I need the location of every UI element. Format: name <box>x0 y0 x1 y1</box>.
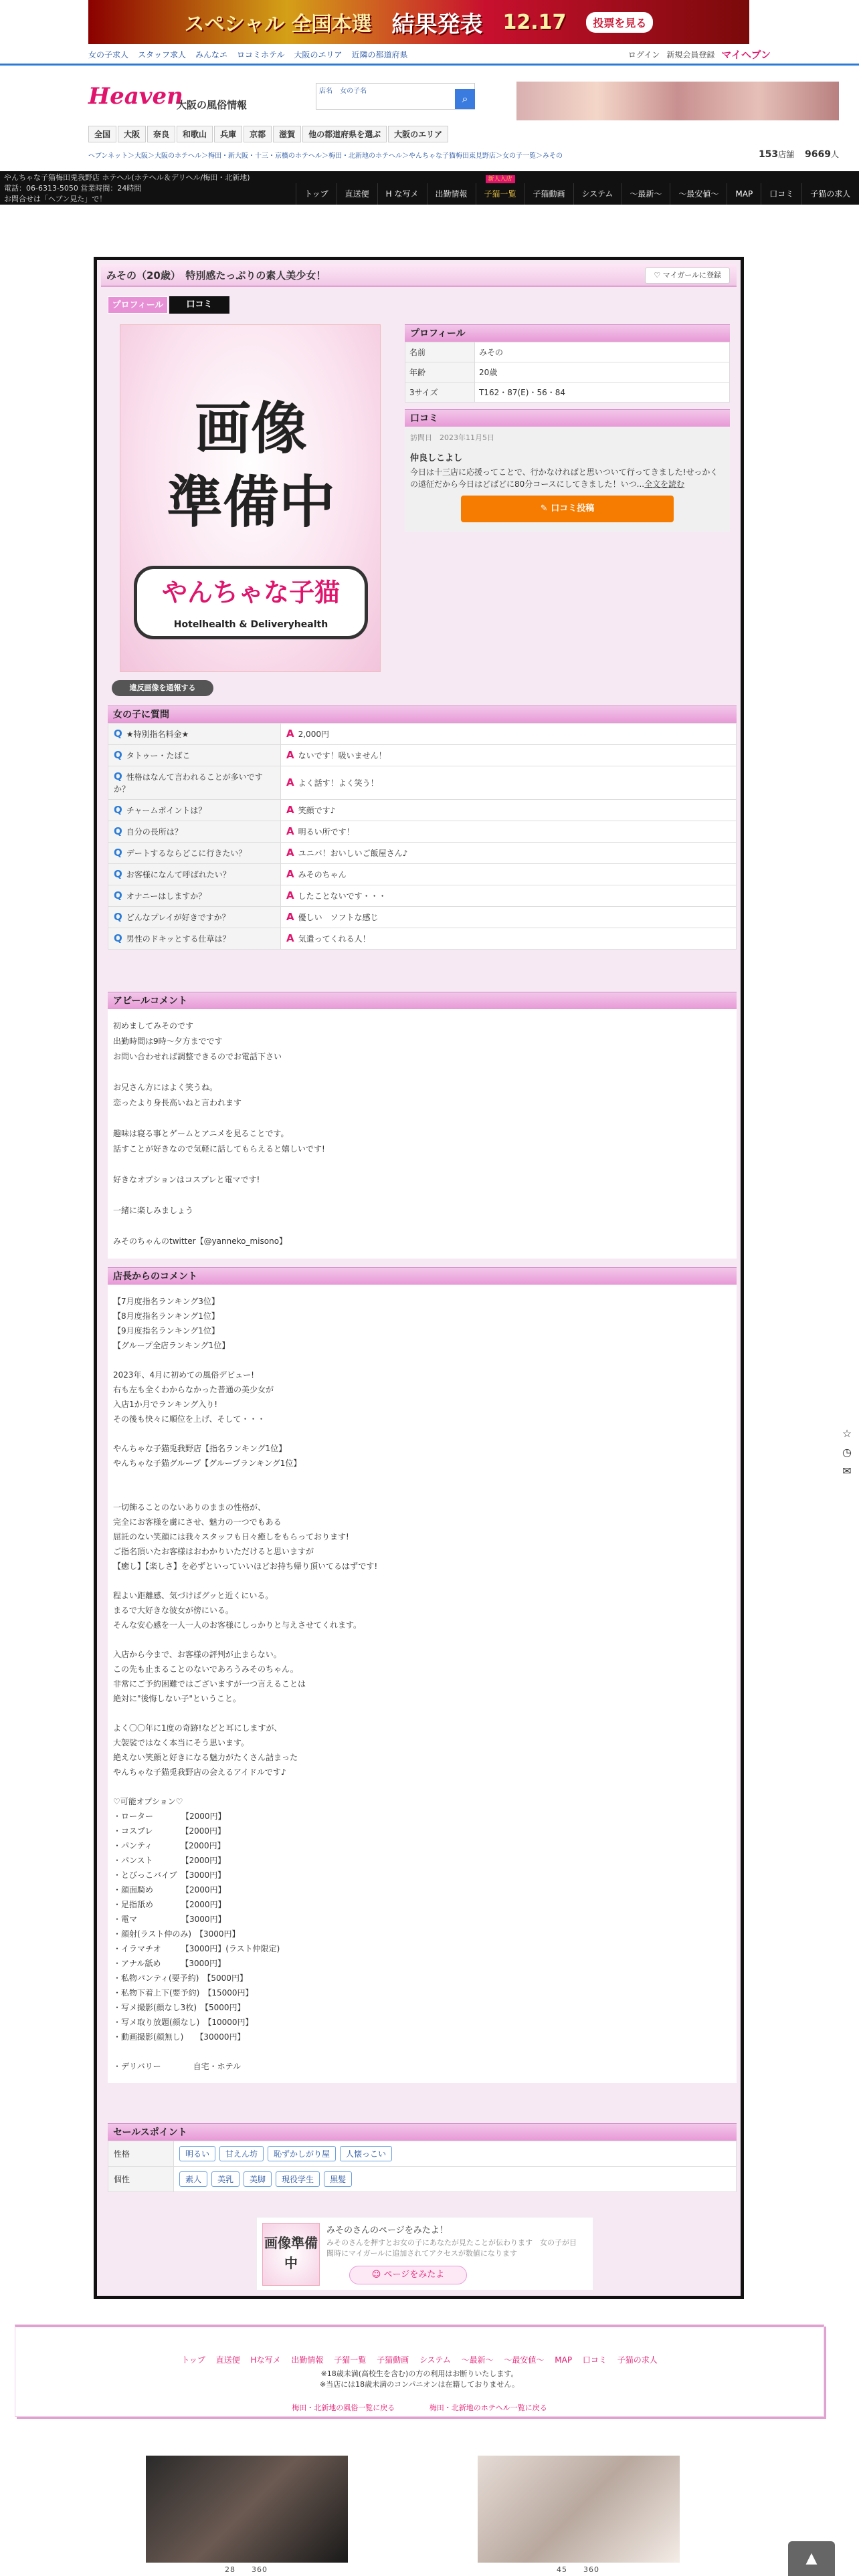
visited-title: みそのさんのページをみたよ！ <box>326 2226 448 2236</box>
clock-icon[interactable]: ◷ <box>842 1446 852 1459</box>
search-icon[interactable]: ⌕ <box>455 89 475 109</box>
appeal-text: 初めましてみそのです 出勤時間は9時〜夕方までです お問い合わせれば調整できるのでお電話下さい お兄さん方にはよく笑うね。 恋ったより身長高いねと言われます 趣味は寝る事とゲームとアニメを見ることです。 話すことが好きなので気軽に話してもらえると嬉しいです! 好きなオプションはコスプレと電マです! 一緒に楽しみましょう みそのちゃんのtwitter【@yanneko_misono】 <box>108 1009 737 1259</box>
footer-back-links <box>15 2402 824 2413</box>
sales-tag[interactable]: 明るい <box>179 2146 215 2161</box>
appeal-section <box>108 992 737 1259</box>
sales-tag[interactable]: 素人 <box>179 2171 207 2187</box>
register-mygirl-button[interactable]: ♡ マイガールに登録 <box>645 267 730 284</box>
section-title: アピールコメント <box>108 992 737 1009</box>
site-counts: 153店舗 9669人 <box>758 149 839 160</box>
area-tab[interactable]: 他の都道府県を選ぶ <box>302 126 387 142</box>
ad-image[interactable] <box>478 2456 680 2563</box>
util-link[interactable]: 大阪のエリア <box>294 50 343 60</box>
ad-caption: 45 360 <box>557 2565 599 2574</box>
sales-section <box>108 2123 737 2192</box>
shop-nav-item[interactable]: 出勤情報 <box>427 183 476 205</box>
profile-table <box>405 342 730 403</box>
photo-text: 画像 <box>194 396 307 461</box>
profile-box <box>405 324 730 532</box>
util-link[interactable]: ロコミホテル <box>237 50 285 60</box>
top-banner[interactable] <box>88 0 749 44</box>
qa-section <box>108 706 737 950</box>
shop-bar <box>0 171 859 205</box>
star-icon[interactable]: ☆ <box>842 1427 852 1440</box>
table-row: 個性 素人 美乳 美脚 現役学生 黒髪 <box>108 2167 737 2192</box>
sales-tag[interactable]: 美乳 <box>211 2171 240 2187</box>
shop-logo-sub: Hotelhealth & Deliveryhealth <box>173 619 328 630</box>
shop-nav-item[interactable]: システム <box>573 183 622 205</box>
table-row: Q 自分の長所は？ A 明るい所です！ <box>108 821 737 843</box>
shop-nav-item[interactable]: 直送便 <box>337 183 377 205</box>
area-title: 大阪の風俗情報 <box>177 99 248 111</box>
shop-nav-item[interactable]: 口コミ <box>761 183 801 205</box>
post-review-button[interactable]: ✎ 口コミ投稿 <box>461 496 674 522</box>
footer-link[interactable]: 直送便 <box>215 2355 240 2365</box>
table-row: Q オナニーはしますか？ A したことないです・・・ <box>108 885 737 907</box>
shop-nav-item[interactable]: MAP <box>727 183 761 205</box>
area-nav <box>88 126 448 142</box>
footer-link[interactable]: 子猫の求人 <box>617 2355 658 2365</box>
footer <box>15 2325 824 2417</box>
sales-tag[interactable]: 甘えん坊 <box>219 2146 264 2161</box>
section-title: 女の子に質問 <box>108 706 737 723</box>
section-title: 口コミ <box>405 409 730 427</box>
table-row: 名前 みその <box>405 342 730 362</box>
table-row: Q お客様になんて呼ばれたい？ A みそのちゃん <box>108 864 737 885</box>
table-row: Q 男性のドキッとする仕草は？ A 気遣ってくれる人！ <box>108 928 737 950</box>
area-tab[interactable]: 滋賀 <box>273 126 301 142</box>
sales-tag[interactable]: 黒髪 <box>324 2171 352 2187</box>
footer-nav <box>15 2354 824 2365</box>
qa-table <box>108 723 737 950</box>
table-row: Q チャームポイントは？ A 笑顔です♪ <box>108 800 737 821</box>
breadcrumb[interactable]: ヘブンネット＞大阪＞大阪のホテヘル＞梅田・新大阪・十三・京橋のホテヘル＞梅田・北新地のホテヘル＞やんちゃな子猫梅田東見野店＞女の子一覧＞みその <box>88 152 563 160</box>
footer-link[interactable]: 〜最新〜 <box>461 2355 494 2365</box>
utility-bar <box>0 45 859 66</box>
search-label: 店名 <box>319 88 332 95</box>
girl-photo[interactable] <box>120 324 381 672</box>
shop-nav-item[interactable]: トップ <box>296 183 337 205</box>
manager-section <box>108 1267 737 2083</box>
shop-nav <box>296 176 858 205</box>
login-link[interactable]: ログイン <box>628 50 660 60</box>
tab-review[interactable]: 口コミ <box>169 296 229 314</box>
search-placeholder: 女の子名 <box>340 88 367 95</box>
sales-tag[interactable]: 恥ずかしがり屋 <box>268 2146 336 2161</box>
manager-text: 【7月度指名ランキング3位】 【8月度指名ランキング1位】 【9月度指名ランキング1位】 【グループ全店ランキング1位】 2023年、4月に初めての風俗デビュー! 右も左も全くわからなかった普通の美少女が 入店1か月でランキング入り! その後も快々に順位を上げ、そして・・・ やんちゃな子猫兎我野店【指名ランキング1位】 やんちゃな子猫グループ【グループランキング1位】 一切飾ることのないありのままの性格が、 完全にお客様を虜にさせ、魅力の一つでもある 屈託のない笑顔には我々スタッフも日々癒しをもらっております! ご指名頂いたお客様はおわかりいただけると思いますが 【癒し】【楽しさ】を必ずといっていいほどお持ち帰り頂いてるはずです! 程よい距離感、気づけばグッと近くにいる。 まるで大好きな彼女が傍にいる。 そんな安心感を一人一人のお客様にしっかりと与えさせてくれます。 入店から今まで、お客様の評判が止まらない。 この先も止まることのないであろうみそのちゃん。 非常にご予約困難ではございますが一つ言えることは 絶対に"後悔しない子"ということ。 よく〇〇年に1度の奇跡!などと耳にしますが、 大袈裟ではなく本当にそう思います。 絶えない笑顔と好きになる魅力がたくさん詰まった やんちゃな子猫兎我野店の会えるアイドルです♪ ♡可能オプション♡ ・ローター 【2000円】 ・コスプレ 【2000円】 ・パンティ 【2000円】 ・パンスト 【2000円】 ・とびっこバイブ 【3000円】 ・顔面騎め 【2000円】 ・足指舐め 【2000円】 ・電マ 【3000円】 ・顔射(ラスト仲のみ) 【3000円】 ・イラマチオ 【3000円】(ラスト仲限定) ・アナル舐め 【3000円】 ・私物パンティ(要予約) 【5000円】 ・私物下着上下(要予約) 【15000円】 ・写メ撮影(顔なし3枚) 【5000円】 ・写メ取り放題(顔なし) 【10000円】 ・動画撮影(顔無し) 【30000円】 ・デリバリー 自宅・ホテル <box>108 1285 737 2083</box>
sales-tag[interactable]: 美脚 <box>244 2171 272 2187</box>
area-tab[interactable]: 大阪のエリア <box>388 126 448 142</box>
mypage-link[interactable]: マイヘブン <box>721 49 771 61</box>
back-link[interactable]: 梅田・北新地の風俗一覧に戻る <box>292 2403 395 2412</box>
footer-link[interactable]: 口コミ <box>582 2355 607 2365</box>
chat-icon[interactable]: ✉ <box>842 1465 852 1477</box>
visited-button[interactable]: ☺ ページをみたよ <box>349 2266 467 2284</box>
area-tab[interactable]: 大阪 <box>118 126 146 142</box>
banner-center: 結果発表 <box>391 11 483 38</box>
banner-date: 12.17 <box>502 10 567 34</box>
section-title: プロフィール <box>405 324 730 342</box>
search-box[interactable] <box>316 83 475 110</box>
profile-tabs <box>108 296 229 314</box>
shop-nav-item[interactable]: 子猫動画 <box>524 183 573 205</box>
ad-image[interactable] <box>146 2456 348 2563</box>
tab-profile[interactable]: プロフィール <box>108 296 168 314</box>
girl-thumbnail: 画像準備中 <box>262 2223 320 2286</box>
table-row: Q タトゥー・たばこ A ないです！吸いません！ <box>108 745 737 766</box>
register-link[interactable]: 新規会員登録 <box>666 50 715 60</box>
area-tab[interactable]: 和歌山 <box>177 126 213 142</box>
footer-link[interactable]: 子猫一覧 <box>334 2355 367 2365</box>
util-link[interactable]: スタッフ求人 <box>138 50 187 60</box>
table-row: Q どんなプレイが好きですか？ A 優しい ソフトな感じ <box>108 907 737 928</box>
sales-tag[interactable]: 人懐っこい <box>340 2146 392 2161</box>
footer-link[interactable]: Hな写メ <box>250 2355 281 2365</box>
footer-note: ※18歳未満(高校生を含む)の方の利用はお断りいたします。 ※当店には18歳未満のコンパニオンは在籍しておりません。 <box>319 2369 520 2389</box>
footer-link[interactable]: 〜最安値〜 <box>504 2355 545 2365</box>
shop-nav-item[interactable]: 〜最新〜 <box>621 183 670 205</box>
footer-link[interactable]: トップ <box>181 2355 205 2365</box>
shop-logo: やんちゃな子猫 <box>134 566 368 639</box>
shop-nav-item-active[interactable]: 新人入店 子猫一覧 <box>476 183 524 205</box>
table-row: 年齢 20歳 <box>405 362 730 383</box>
footer-link[interactable]: 子猫動画 <box>377 2355 409 2365</box>
util-link[interactable]: 近隣の都道府県 <box>351 50 408 60</box>
area-tab[interactable]: 奈良 <box>147 126 175 142</box>
report-image-button[interactable]: 違反画像を通報する <box>112 680 213 696</box>
page-title: みその（20歳） 特別感たっぷりの素人美少女！ ♡ マイガールに登録 <box>101 264 737 287</box>
review-heading: 仲良しこよし <box>410 453 463 463</box>
profile-panel <box>94 257 744 2299</box>
visited-desc: みそのさんを押すとお女の子にあなたが見たことが伝わります 女の子が目聞時にマイガールに追加されてアクセスが数値になります <box>326 2238 577 2258</box>
shop-nav-item[interactable]: H な写メ <box>377 183 427 205</box>
visited-card <box>256 2217 593 2290</box>
util-link[interactable]: 女の子求人 <box>88 50 129 60</box>
area-tab[interactable]: 兵庫 <box>214 126 242 142</box>
footer-link[interactable]: システム <box>419 2355 451 2365</box>
promo-banner[interactable] <box>516 82 839 120</box>
table-row: Q ★特別指名料金★ A 2,000円 <box>108 724 737 745</box>
site-logo[interactable]: Heaven <box>88 83 183 110</box>
back-link[interactable]: 梅田・北新地のホテヘル一覧に戻る <box>429 2403 547 2412</box>
photo-text: 準備中 <box>166 469 335 535</box>
footer-link[interactable]: 出勤情報 <box>291 2355 324 2365</box>
area-tab[interactable]: 全国 <box>88 126 116 142</box>
scroll-top-button[interactable]: ▲ <box>788 2541 835 2576</box>
ad-caption: 28 360 <box>225 2565 268 2574</box>
section-title: 店長からのコメント <box>108 1267 737 1285</box>
table-row: Q 性格はなんて言われることが多いですか？ A よく話す！よく笑う！ <box>108 766 737 800</box>
section-title: セールスポイント <box>108 2123 737 2141</box>
shop-nav-item[interactable]: 〜最安値〜 <box>670 183 727 205</box>
sales-tag[interactable]: 現役学生 <box>276 2171 320 2187</box>
table-row: 性格 明るい 甘えん坊 恥ずかしがり屋 人懐っこい <box>108 2141 737 2167</box>
review-body: 今日は十三店に応援ってことで、行かなければと思いついて行ってきました!せっかくの遠征だから今日はどばどに80分コースにしてきました！いつ...全文を読む <box>410 467 719 489</box>
sales-table <box>108 2141 737 2192</box>
table-row: Q デートするならどこに行きたい？ A ユニバ！おいしいご飯屋さん♪ <box>108 843 737 864</box>
table-row: 3サイズ T162・87(E)・56・84 <box>405 383 730 403</box>
shop-info: やんちゃな子猫梅田兎我野店 ホテヘル(ホテヘル＆デリヘル/梅田・北新地) 電話：06-6313-5050 営業時間：24時間 お問合せは「ヘブン見た」で！ <box>4 173 250 203</box>
review-box: 訪問日 2023年11月5日 仲良しこよし 今日は十三店に応援ってことで、行かなければと思いついて行ってきました!せっかくの遠征だから今日はどばどに80分コースにしてきました！いつ...全文を読む ✎ 口コミ投稿 <box>405 427 730 532</box>
read-more-link[interactable]: 全文を読む <box>644 479 685 489</box>
util-link[interactable]: みんなエ <box>195 50 228 60</box>
banner-left: スペシャル 全国本選 <box>184 13 372 36</box>
banner-cta-button[interactable]: 投票を見る <box>586 12 653 33</box>
footer-link[interactable]: MAP <box>555 2355 573 2365</box>
shop-nav-item[interactable]: 子猫の求人 <box>801 183 858 205</box>
area-tab[interactable]: 京都 <box>244 126 272 142</box>
side-tools <box>839 1424 855 1481</box>
